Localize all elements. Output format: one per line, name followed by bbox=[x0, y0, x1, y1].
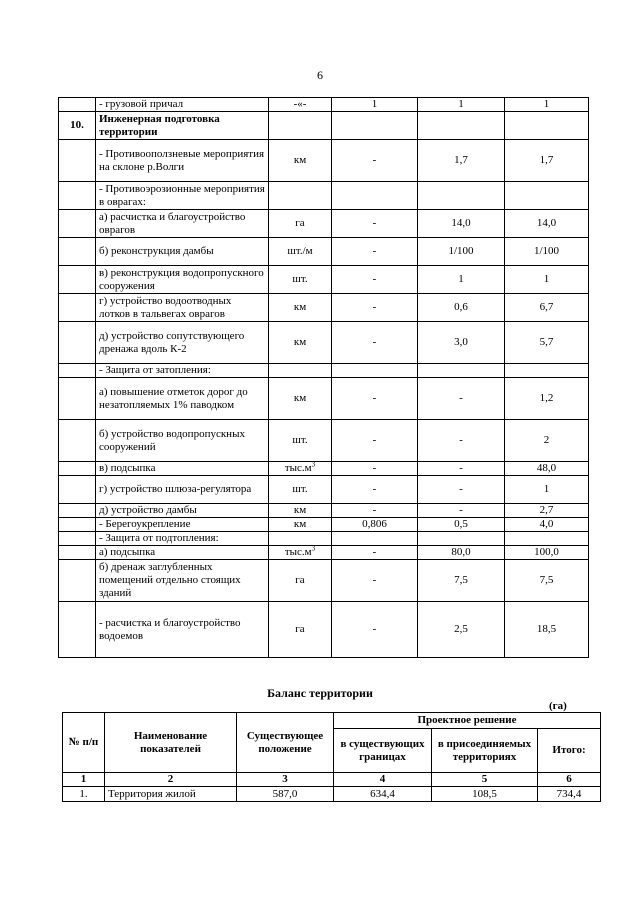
row-total: 2 bbox=[505, 420, 589, 462]
table-row bbox=[59, 532, 589, 546]
row-existing: - bbox=[332, 504, 418, 518]
row-num bbox=[59, 294, 96, 322]
table-row bbox=[59, 238, 589, 266]
row-total: 18,5 bbox=[505, 602, 589, 658]
table-row bbox=[59, 112, 589, 140]
table-row bbox=[59, 476, 589, 504]
row-name: - грузовой причал bbox=[96, 98, 269, 112]
row-total: 1 bbox=[505, 266, 589, 294]
row-total: 5,7 bbox=[505, 322, 589, 364]
row-existing: - bbox=[332, 378, 418, 420]
row-num bbox=[59, 504, 96, 518]
row-existing: 1 bbox=[332, 98, 418, 112]
table-row bbox=[59, 140, 589, 182]
row-name: б) устройство водопропускных сооружений bbox=[96, 420, 269, 462]
row-total bbox=[505, 112, 589, 140]
row-existing: - bbox=[332, 476, 418, 504]
table-row bbox=[59, 210, 589, 238]
table-row bbox=[59, 546, 589, 560]
header-in-borders: в существующих границах bbox=[334, 729, 432, 773]
row-num bbox=[59, 322, 96, 364]
row-unit: шт. bbox=[269, 266, 332, 294]
row-project: 80,0 bbox=[418, 546, 505, 560]
row-num bbox=[59, 476, 96, 504]
row-unit bbox=[269, 364, 332, 378]
row-existing: 0,806 bbox=[332, 518, 418, 532]
unit-superscript: 3 bbox=[311, 544, 316, 553]
row-total: 1/100 bbox=[505, 238, 589, 266]
row-num bbox=[59, 378, 96, 420]
table-row bbox=[59, 504, 589, 518]
row-project: 0,5 bbox=[418, 518, 505, 532]
row-project: - bbox=[418, 504, 505, 518]
row-unit: км bbox=[269, 322, 332, 364]
row-existing: - bbox=[332, 210, 418, 238]
row-project: 7,5 bbox=[418, 560, 505, 602]
row-num: 10. bbox=[59, 112, 96, 140]
row-total bbox=[505, 182, 589, 210]
row-num bbox=[59, 98, 96, 112]
table-row bbox=[59, 98, 589, 112]
row-annexed: 108,5 bbox=[432, 787, 538, 802]
row-project: 1 bbox=[418, 266, 505, 294]
row-total: 1 bbox=[505, 98, 589, 112]
row-total: 48,0 bbox=[505, 462, 589, 476]
row-unit: $тыс.м^3$ bbox=[269, 546, 332, 560]
row-total: 1,7 bbox=[505, 140, 589, 182]
row-existing: - bbox=[332, 602, 418, 658]
row-project bbox=[418, 112, 505, 140]
row-name: - Противоэрозионные мероприятия в оврагах: bbox=[96, 182, 269, 210]
row-unit: км bbox=[269, 504, 332, 518]
row-unit: га bbox=[269, 560, 332, 602]
row-project: 1,7 bbox=[418, 140, 505, 182]
row-total: 7,5 bbox=[505, 560, 589, 602]
row-unit: км bbox=[269, 140, 332, 182]
table-row bbox=[59, 322, 589, 364]
row-num bbox=[59, 602, 96, 658]
row-existing: - bbox=[332, 546, 418, 560]
row-existing bbox=[332, 112, 418, 140]
row-unit: шт. bbox=[269, 420, 332, 462]
row-total: 1,2 bbox=[505, 378, 589, 420]
row-project: - bbox=[418, 420, 505, 462]
row-existing: - bbox=[332, 238, 418, 266]
row-project: 0,6 bbox=[418, 294, 505, 322]
row-project: - bbox=[418, 462, 505, 476]
row-existing: 587,0 bbox=[237, 787, 334, 802]
row-num bbox=[59, 238, 96, 266]
row-num bbox=[59, 210, 96, 238]
row-project: 3,0 bbox=[418, 322, 505, 364]
row-name: - Защита от затопления: bbox=[96, 364, 269, 378]
row-name: д) устройство сопутствующего дренажа вдоль К-2 bbox=[96, 322, 269, 364]
table-row bbox=[59, 266, 589, 294]
row-name: - расчистка и благоустройство водоемов bbox=[96, 602, 269, 658]
row-existing bbox=[332, 532, 418, 546]
row-existing bbox=[332, 364, 418, 378]
table-row bbox=[59, 462, 589, 476]
row-name: б) дренаж заглубленных помещений отдельно стоящих зданий bbox=[96, 560, 269, 602]
row-name: а) расчистка и благоустройство оврагов bbox=[96, 210, 269, 238]
row-unit: га bbox=[269, 602, 332, 658]
row-num bbox=[59, 182, 96, 210]
row-project: 1 bbox=[418, 98, 505, 112]
page-number: 6 bbox=[317, 68, 323, 82]
table-row bbox=[59, 518, 589, 532]
indicators-table bbox=[58, 97, 589, 658]
row-project bbox=[418, 182, 505, 210]
row-unit bbox=[269, 182, 332, 210]
row-project: 2,5 bbox=[418, 602, 505, 658]
row-num bbox=[59, 462, 96, 476]
row-total: 6,7 bbox=[505, 294, 589, 322]
row-existing bbox=[332, 182, 418, 210]
header-project: Проектное решение bbox=[334, 713, 601, 729]
row-existing: - bbox=[332, 266, 418, 294]
col-number: 4 bbox=[334, 773, 432, 787]
row-existing: - bbox=[332, 420, 418, 462]
row-project: - bbox=[418, 378, 505, 420]
row-project bbox=[418, 532, 505, 546]
row-existing: - bbox=[332, 322, 418, 364]
row-existing: - bbox=[332, 462, 418, 476]
row-existing: - bbox=[332, 140, 418, 182]
table-row bbox=[59, 378, 589, 420]
table-row bbox=[59, 182, 589, 210]
col-number: 3 bbox=[237, 773, 334, 787]
row-in-borders: 634,4 bbox=[334, 787, 432, 802]
column-numbers-row bbox=[63, 773, 601, 787]
row-name: Инженерная подготовка территории bbox=[96, 112, 269, 140]
row-name: Территория жилой bbox=[105, 787, 237, 802]
col-number: 6 bbox=[538, 773, 601, 787]
row-total: 100,0 bbox=[505, 546, 589, 560]
table-row bbox=[63, 787, 601, 802]
row-num bbox=[59, 532, 96, 546]
row-total: 2,7 bbox=[505, 504, 589, 518]
row-name: а) подсыпка bbox=[96, 546, 269, 560]
row-unit: $тыс.м^3$ bbox=[269, 462, 332, 476]
row-unit: -«- bbox=[269, 98, 332, 112]
header-annexed: в присоединяемых территориях bbox=[432, 729, 538, 773]
row-existing: - bbox=[332, 294, 418, 322]
row-project bbox=[418, 364, 505, 378]
row-unit bbox=[269, 532, 332, 546]
row-num bbox=[59, 140, 96, 182]
row-num bbox=[59, 364, 96, 378]
header-total: Итого: bbox=[538, 729, 601, 773]
row-total: 14,0 bbox=[505, 210, 589, 238]
row-name: а) повышение отметок дорог до незатопляемых 1% паводком bbox=[96, 378, 269, 420]
row-name: д) устройство дамбы bbox=[96, 504, 269, 518]
table-row bbox=[59, 364, 589, 378]
header-existing: Существующее положение bbox=[237, 713, 334, 773]
row-num bbox=[59, 546, 96, 560]
row-name: в) подсыпка bbox=[96, 462, 269, 476]
unit-superscript: 3 bbox=[311, 460, 316, 469]
col-number: 1 bbox=[63, 773, 105, 787]
row-unit: км bbox=[269, 378, 332, 420]
row-num bbox=[59, 420, 96, 462]
row-name: - Противооползневые мероприятия на склоне р.Волги bbox=[96, 140, 269, 182]
table-row bbox=[59, 294, 589, 322]
row-unit: га bbox=[269, 210, 332, 238]
table-row bbox=[59, 560, 589, 602]
row-name: г) устройство водоотводных лотков в тальвегах оврагов bbox=[96, 294, 269, 322]
row-unit: шт. bbox=[269, 476, 332, 504]
row-unit: шт./м bbox=[269, 238, 332, 266]
row-num: 1. bbox=[63, 787, 105, 802]
row-name: - Защита от подтопления: bbox=[96, 532, 269, 546]
row-total bbox=[505, 532, 589, 546]
row-name: - Берегоукрепление bbox=[96, 518, 269, 532]
col-number: 5 bbox=[432, 773, 538, 787]
row-total: 4,0 bbox=[505, 518, 589, 532]
row-name: б) реконструкция дамбы bbox=[96, 238, 269, 266]
row-num bbox=[59, 266, 96, 294]
row-total bbox=[505, 364, 589, 378]
header-num: № п/п bbox=[63, 713, 105, 773]
row-total: 1 bbox=[505, 476, 589, 504]
row-num bbox=[59, 560, 96, 602]
table-row bbox=[59, 602, 589, 658]
row-num bbox=[59, 518, 96, 532]
row-project: 1/100 bbox=[418, 238, 505, 266]
col-number: 2 bbox=[105, 773, 237, 787]
balance-unit: (га) bbox=[549, 700, 567, 712]
row-total: 734,4 bbox=[538, 787, 601, 802]
row-name: в) реконструкция водопропускного сооружения bbox=[96, 266, 269, 294]
row-existing: - bbox=[332, 560, 418, 602]
table-row bbox=[59, 420, 589, 462]
balance-table bbox=[62, 712, 601, 802]
row-project: - bbox=[418, 476, 505, 504]
row-unit: км bbox=[269, 294, 332, 322]
row-project: 14,0 bbox=[418, 210, 505, 238]
row-unit bbox=[269, 112, 332, 140]
row-name: г) устройство шлюза-регулятора bbox=[96, 476, 269, 504]
balance-title: Баланс территории bbox=[267, 686, 373, 700]
header-name: Наименование показателей bbox=[105, 713, 237, 773]
row-unit: км bbox=[269, 518, 332, 532]
